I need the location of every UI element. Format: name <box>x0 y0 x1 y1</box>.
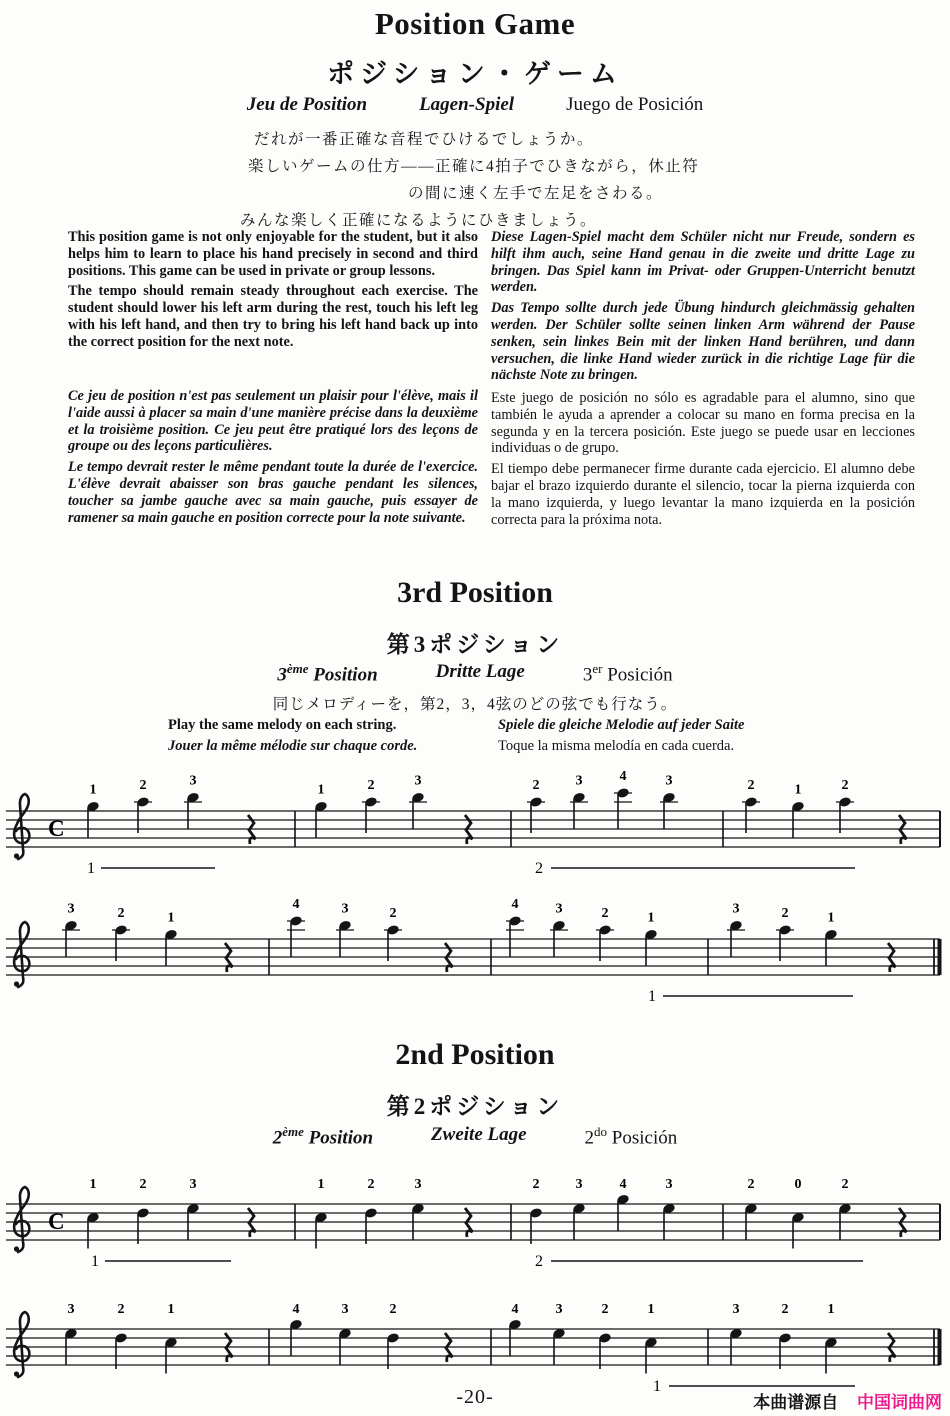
intro-spanish <box>491 390 915 532</box>
subtitle-french: Jeu de Position <box>246 94 368 115</box>
intro-french-p2: Le tempo devrait rester le même pendant toute la durée de l'exercice. L'élève devrait abaisser son bras gauche pendant les silences, toucher sa jambe gauche avec sa main gauche, puis essayer de ramener sa main gauche en position correcte pour la note suivante. <box>68 459 478 526</box>
fingering-number: 3 <box>341 901 349 917</box>
fingering-number: 2 <box>367 778 375 793</box>
section-2nd-spanish: $2^{do}$ Posición <box>584 1124 678 1149</box>
fingering-number: 3 <box>67 1302 75 1317</box>
fingering-number: 2 <box>601 1302 609 1317</box>
section-2nd-translations-row <box>0 1124 950 1149</box>
fingering-number: 4 <box>292 1302 300 1317</box>
time-signature: C <box>48 1209 65 1234</box>
page-title-japanese: ポジション・ゲーム <box>327 59 623 89</box>
page-number: -20- <box>456 1386 494 1408</box>
fingering-number: 1 <box>317 782 325 798</box>
page-title: Position Game <box>374 6 576 41</box>
instruction-french: Jouer la même mélodie sur chaque corde. <box>168 738 418 754</box>
instruction-english: Play the same melody on each string. <box>168 717 397 733</box>
intro-japanese <box>240 126 720 234</box>
fingering-number: 4 <box>619 1177 627 1192</box>
string-number: 2 <box>535 860 543 877</box>
credit-source-label: 本曲谱源自 <box>753 1393 839 1412</box>
string-number: 1 <box>648 988 656 1005</box>
intro-english-p1: This position game is not only enjoyable for the student, but it also helps him to learn to place his hand precisely in second and third positions. This game can be used in private or group lessons. <box>68 229 478 279</box>
fingering-number: 0 <box>794 1177 802 1192</box>
title-translations-row <box>0 94 950 116</box>
fingering-number: 1 <box>167 910 175 926</box>
intro-german-p1: Diese Lagen-Spiel macht dem Schüler nicht nur Freude, sondern es hilft ihm auch, seine Hand genau in die zweite und dritte Lage zu bringen. Das Spiel kann im Privat- oder Gruppen-Unterricht benutzt werden. <box>491 229 915 296</box>
section-3rd-title: 3rd Position <box>397 576 553 609</box>
section-2nd-french: 2ème Position <box>272 1124 374 1149</box>
section-3rd-translations-row <box>0 661 950 686</box>
credit-site: 中国词曲网 <box>857 1393 942 1412</box>
fingering-number: 2 <box>747 778 755 793</box>
string-number: 1 <box>87 860 95 877</box>
fingering-number: 1 <box>89 1177 97 1192</box>
intro-french <box>68 388 478 530</box>
fingering-number: 3 <box>732 901 740 917</box>
intro-ja-line-4: みんな楽しく正確になるようにひきましょう。 <box>240 212 598 229</box>
fingering-number: 3 <box>189 1177 197 1192</box>
fingering-number: 2 <box>841 778 849 793</box>
instruction-left <box>168 715 478 757</box>
credit-line <box>753 1388 942 1413</box>
intro-ja-line-1: だれが一番正確な音程でひけるでしょうか。 <box>254 131 594 148</box>
fingering-number: 1 <box>647 1302 655 1317</box>
fingering-number: 3 <box>341 1302 349 1317</box>
fingering-number: 3 <box>414 773 422 789</box>
fingering-number: 1 <box>827 910 835 926</box>
section-3rd-title-japanese: 第3ポジション <box>386 632 564 657</box>
treble-clef-icon <box>14 1312 29 1377</box>
section-3rd-spanish: 3er Posición <box>582 661 673 686</box>
fingering-number: 3 <box>575 773 583 789</box>
fingering-number: 1 <box>827 1302 835 1317</box>
section-2nd-title: 2nd Position <box>395 1038 555 1071</box>
staff-3rd-position-line-2 <box>3 893 947 1011</box>
intro-ja-line-3: の間に速く左手で左足をさわる。 <box>408 185 664 202</box>
fingering-number: 1 <box>647 910 655 926</box>
fingering-number: 2 <box>389 1302 397 1317</box>
fingering-number: 2 <box>532 778 540 793</box>
staff-3rd-position-line-1 <box>3 765 947 883</box>
intro-english <box>68 229 478 355</box>
fingering-number: 4 <box>292 897 300 912</box>
fingering-number: 3 <box>67 901 75 917</box>
intro-german <box>491 229 915 388</box>
treble-clef-icon <box>14 922 29 987</box>
subtitle-spanish: Juego de Posición <box>566 94 704 115</box>
treble-clef-icon <box>14 1187 29 1252</box>
section-3rd-note-japanese: 同じメロディーを，第2，3，4弦のどの弦でも行なう。 <box>272 696 678 713</box>
fingering-number: 2 <box>139 1177 147 1192</box>
string-number: 1 <box>653 1378 661 1395</box>
fingering-number: 1 <box>167 1302 175 1317</box>
fingering-number: 3 <box>555 1302 563 1317</box>
fingering-number: 4 <box>619 769 627 784</box>
fingering-number: 2 <box>117 906 125 921</box>
fingering-number: 2 <box>389 906 397 921</box>
fingering-number: 3 <box>189 773 197 789</box>
section-2nd-title-japanese: 第2ポジション <box>386 1094 564 1119</box>
fingering-number: 4 <box>511 1302 519 1317</box>
intro-english-p2: The tempo should remain steady throughout each exercise. The student should lower his left arm during the rest, touch his left leg with his left hand, and then try to bring his left hand back up into the correct position for the next note. <box>68 283 478 350</box>
staff-2nd-position-line-2 <box>3 1283 947 1401</box>
intro-spanish-p1: Este juego de posición no sólo es agradable para el alumno, sino que también le ayuda a aprender a colocar su mano en forma precisa en la segunda y en la tercera posición. Este juego se puede usar en lecciones individuas o de grupo. <box>491 390 915 457</box>
fingering-number: 4 <box>511 897 519 912</box>
fingering-number: 1 <box>89 782 97 798</box>
string-number: 1 <box>91 1253 99 1270</box>
staff-2nd-position-line-1 <box>3 1158 947 1276</box>
instruction-right <box>498 715 838 757</box>
fingering-number: 2 <box>139 778 147 793</box>
fingering-number: 3 <box>555 901 563 917</box>
fingering-number: 2 <box>367 1177 375 1192</box>
fingering-number: 3 <box>414 1177 422 1192</box>
section-3rd-french: 3ème Position <box>277 661 378 686</box>
string-number: 2 <box>535 1253 543 1270</box>
fingering-number: 1 <box>794 782 802 798</box>
fingering-number: 3 <box>665 773 673 789</box>
instruction-german: Spiele die gleiche Melodie auf jeder Saite <box>498 717 745 733</box>
section-3rd-german: Dritte Lage <box>435 661 525 682</box>
intro-german-p2: Das Tempo sollte durch jede Übung hindurch gleichmässig gehalten werden. Der Schüler sollte seinen linken Arm während der Pause senken, sein linkes Bein mit der linken Hand berühren, und dann versuchen, die linke Hand wieder zurück in die richtige Lage für die nächste Note zu bringen. <box>491 300 915 384</box>
intro-french-p1: Ce jeu de position n'est pas seulement un plaisir pour l'élève, mais il l'aide aussi à placer sa main d'une manière précise dans la deuxième et la troisième position. Ce jeu peut être pratiqué lors des leçons de groupe ou des leçons particulières. <box>68 388 478 455</box>
time-signature: C <box>48 816 65 841</box>
fingering-number: 2 <box>781 1302 789 1317</box>
final-barline-thick <box>938 1329 942 1365</box>
subtitle-german: Lagen-Spiel <box>419 94 515 115</box>
fingering-number: 2 <box>781 906 789 921</box>
fingering-number: 2 <box>747 1177 755 1192</box>
fingering-number: 3 <box>575 1177 583 1192</box>
intro-ja-line-2: 楽しいゲームの仕方——正確に4拍子でひきながら，休止符 <box>248 158 700 175</box>
fingering-number: 2 <box>601 906 609 921</box>
final-barline-thick <box>938 939 942 975</box>
fingering-number: 2 <box>117 1302 125 1317</box>
intro-spanish-p2: El tiempo debe permanecer firme durante cada ejercicio. El alumno debe bajar el brazo izquierdo durante el silencio, tocar la pierna izquierda con la mano izquierda, y luego levantar la mano izquierda en la posición correcta para la próxima nota. <box>491 461 915 528</box>
instruction-spanish: Toque la misma melodía en cada cuerda. <box>498 738 735 754</box>
fingering-number: 2 <box>532 1177 540 1192</box>
fingering-number: 1 <box>317 1177 325 1192</box>
section-2nd-german: Zweite Lage <box>431 1124 527 1145</box>
fingering-number: 3 <box>732 1302 740 1317</box>
fingering-number: 3 <box>665 1177 673 1192</box>
fingering-number: 2 <box>841 1177 849 1192</box>
treble-clef-icon <box>14 794 29 859</box>
